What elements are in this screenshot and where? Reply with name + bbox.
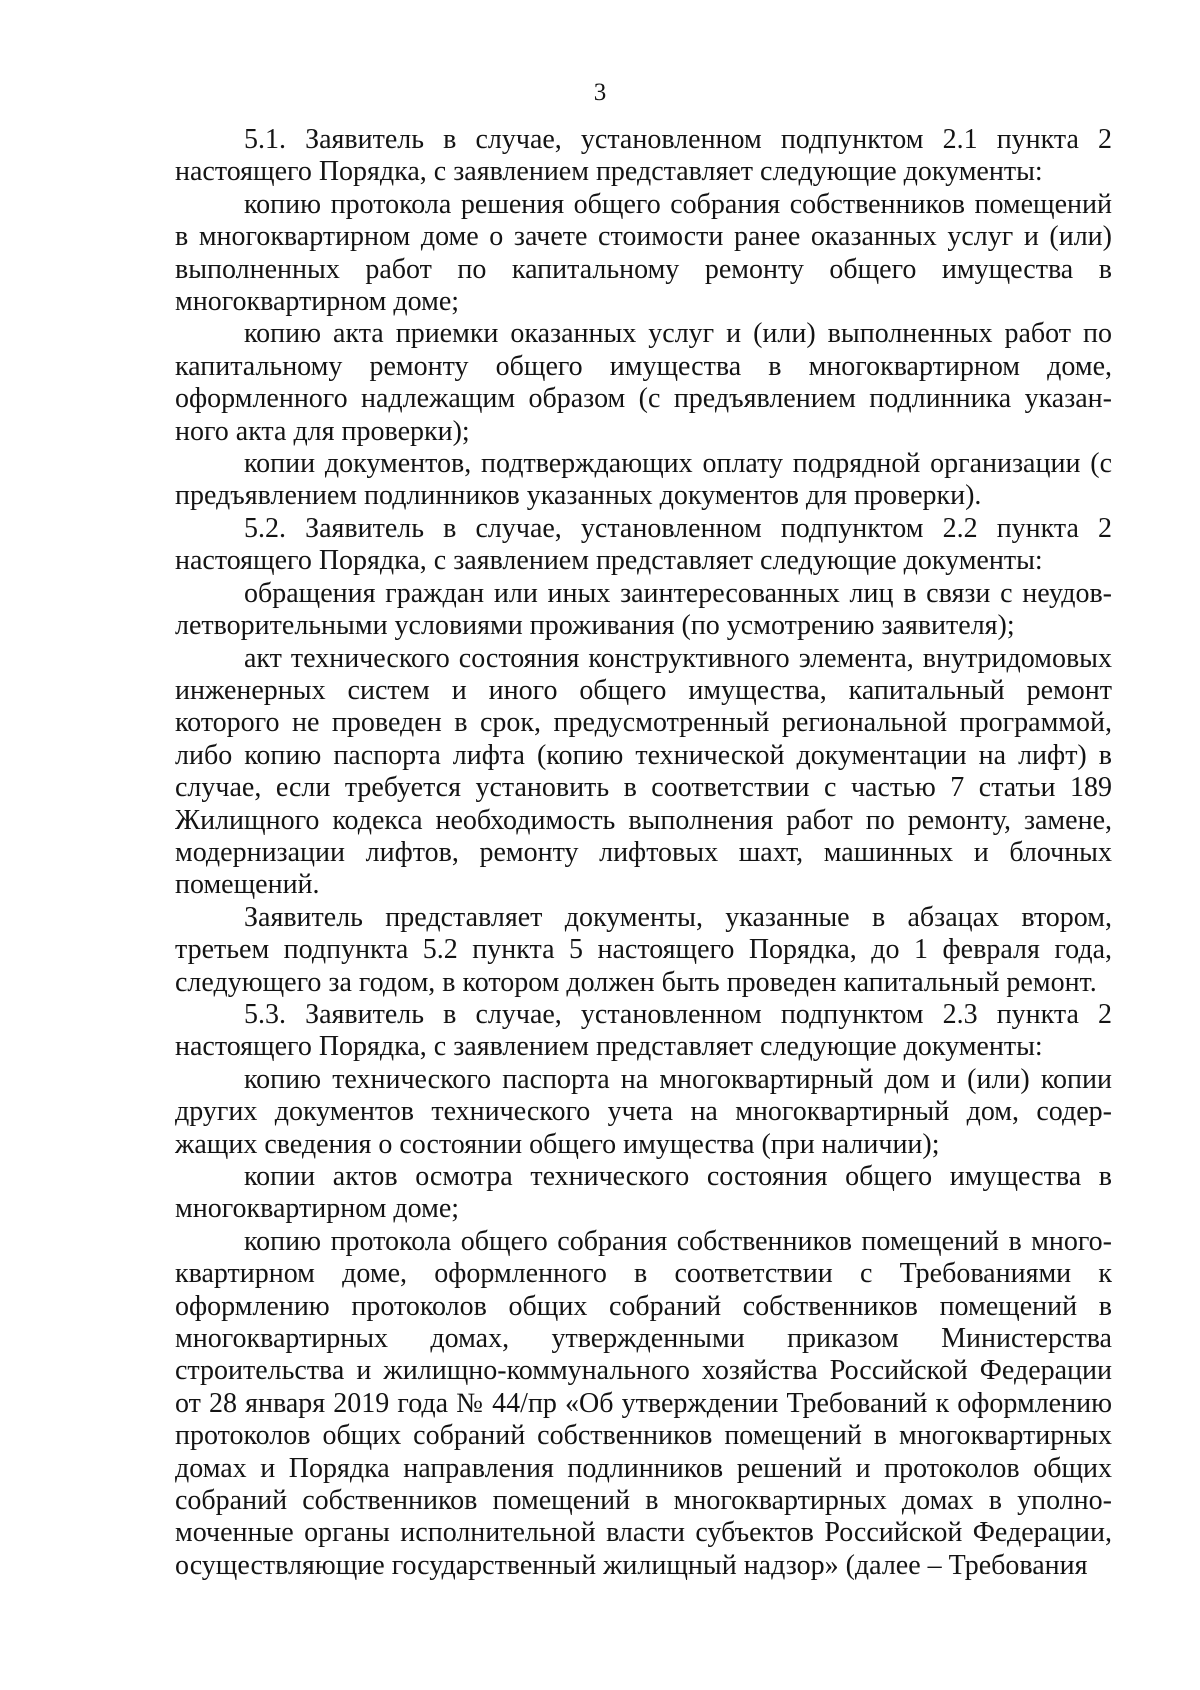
paragraph-acceptance-act: копию акта приемки оказанных услуг и (или) выполненных работ по капитальному ремонту общего имущества в многоквартирном доме, оформленного надлежащим образом (с предъявлением подлинника указанного акта для проверки); [175,318,1112,447]
paragraph-technical-state-act: акт технического состояния конструктивного элемента, внутридомовых инженерных систем и иного общего имущества, капитальный ремонт которого не проведен в срок, предусмотренный региональной программой, либо копию паспорта лифта (копию технической документации на лифт) в случае, если требуется установить в соответствии с частью 7 статьи 189 Жилищного кодекса необходимость выполнения работ по ремонту, замене, модернизации лифтов, ремонту лифтовых шахт, машинных и блочных помещений. [175,642,1112,901]
page-number: 3 [593,79,607,106]
paragraph-protocol-copy: копию протокола решения общего собрания собственников помещений в многоквартирном доме о зачете стоимости ранее оказанных услуг и (или) выполненных работ по капитальному ремонту общего имущества в многоквартирном доме; [175,188,1112,318]
paragraph-5-2: 5.2. Заявитель в случае, установленном подпунктом 2.2 пункта 2 настоящего Порядка, с заявлением представляет следующие документы: [175,512,1112,577]
paragraph-payment-docs: копии документов, подтверждающих оплату подрядной организации (с предъявлением подлинников указанных документов для проверки). [175,448,1112,512]
paragraph-5-1: 5.1. Заявитель в случае, установленном подпунктом 2.1 пункта 2 настоящего Порядка, с заявлением представляет следующие документы: [175,124,1112,188]
paragraph-meeting-protocol: копию протокола общего собрания собственников помещений в многоквартирном доме, оформленного в соответствии с Требованиями к оформлению протоколов общих собраний собственников помещений в многоквартирных домах, утвержденными приказом Министерства строительства и жилищно-коммунального хозяйства Российской Федерации от 28 января 2019 года № 44/пр «Об утверждении Требований к оформлению протоколов общих собраний собственников помещений в многоквартирных домах и Порядка направления подлинников решений и протоколов общих собраний собственников помещений в многоквартирных домах в уполномоченные органы исполнительной власти субъектов Российской Федерации, осуществляющие государственный жилищный надзор» (далее – Требования [175,1225,1112,1581]
paragraph-citizen-appeals: обращения граждан или иных заинтересованных лиц в связи с неудовлетворительными условиями проживания (по усмотрению заявителя); [175,577,1112,642]
document-body [175,124,1112,1582]
paragraph-inspection-acts: копии актов осмотра технического состояния общего имущества в многоквартирном доме; [175,1161,1112,1225]
paragraph-technical-passport: копию технического паспорта на многоквартирный дом и (или) копии других документов технического учета на многоквартирный дом, содержащих сведения о состоянии общего имущества (при наличии); [175,1063,1112,1160]
paragraph-5-3: 5.3. Заявитель в случае, установленном подпунктом 2.3 пункта 2 настоящего Порядка, с заявлением представляет следующие документы: [175,998,1112,1063]
paragraph-deadline: Заявитель представляет документы, указанные в абзацах втором, третьем подпункта 5.2 пункта 5 настоящего Порядка, до 1 февраля года, следующего за годом, в котором должен быть проведен капитальный ремонт. [175,901,1112,998]
